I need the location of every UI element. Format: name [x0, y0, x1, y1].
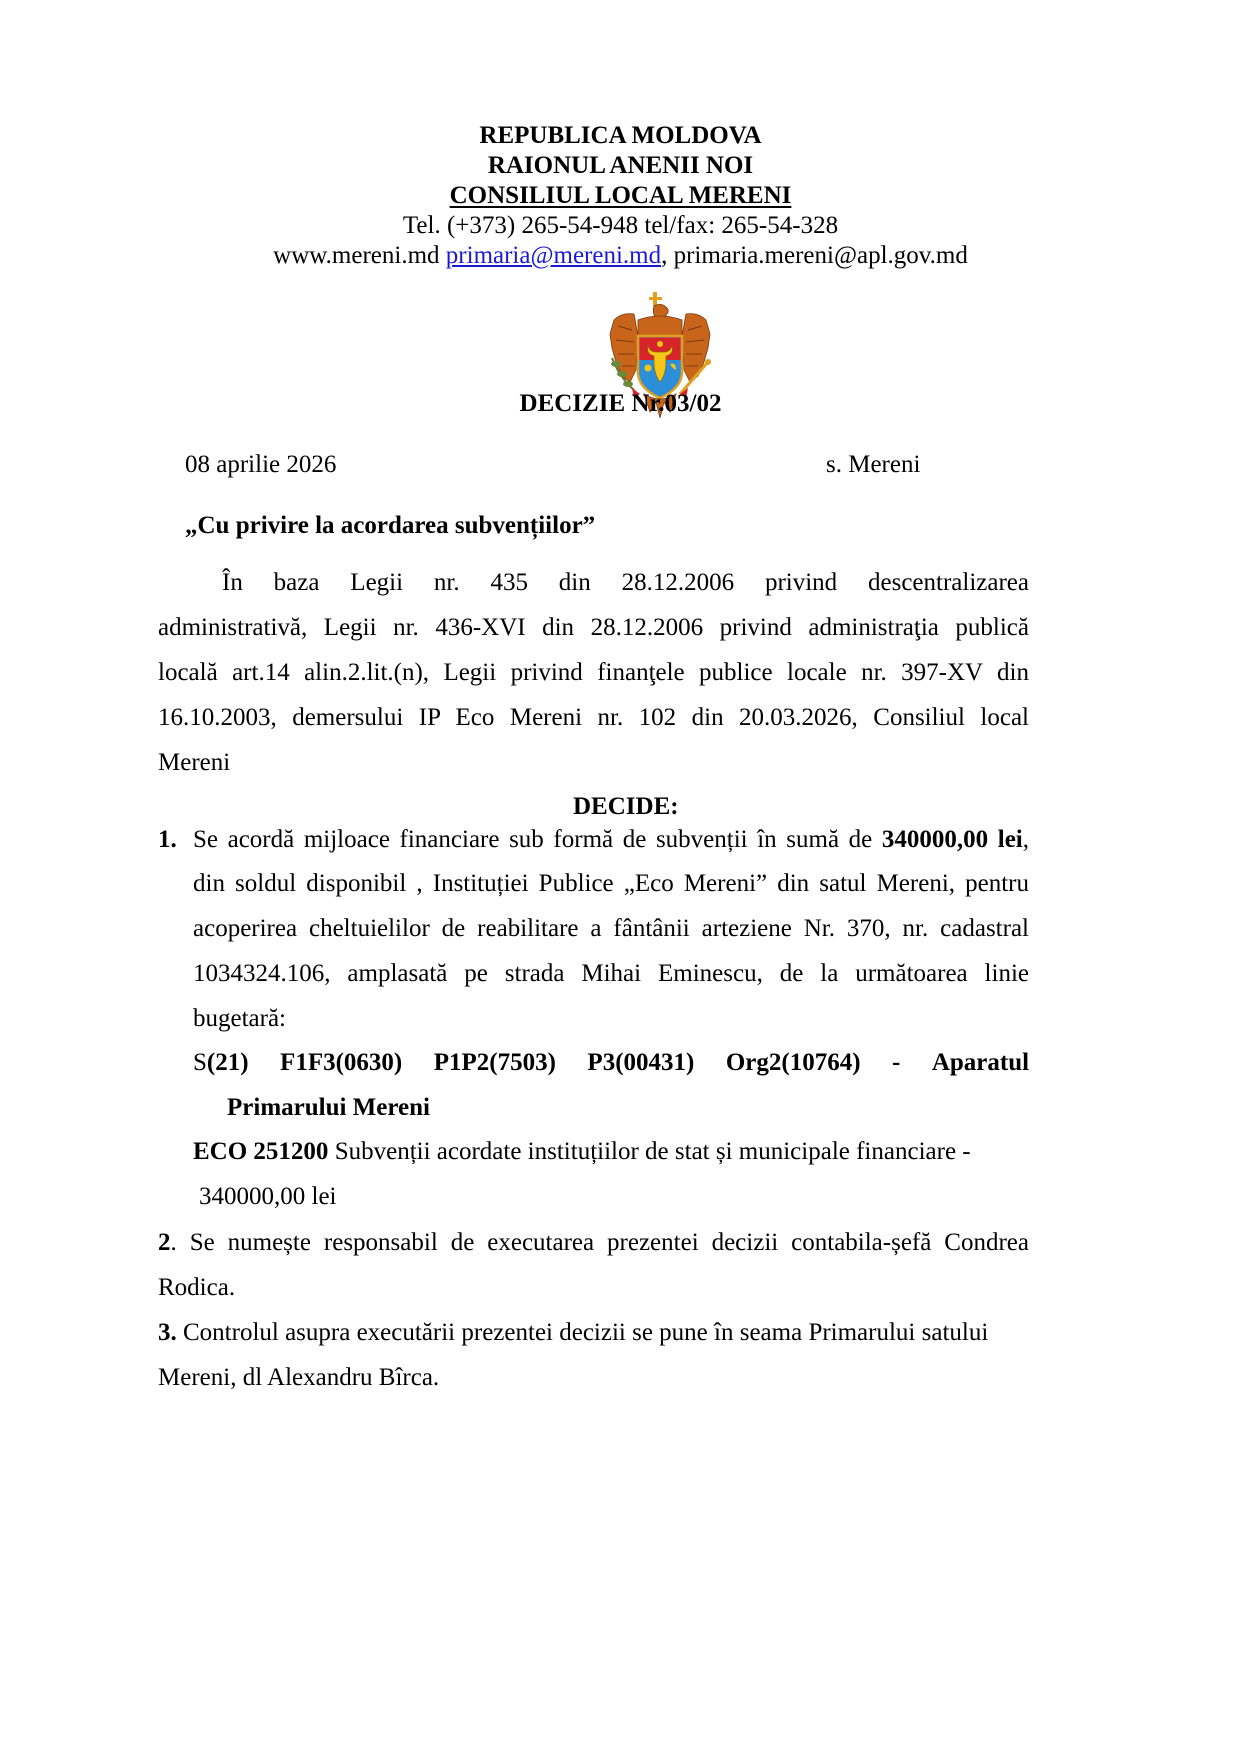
- decision-subject: „Cu privire la acordarea subvențiilor”: [185, 512, 596, 539]
- item-1-tail: ,: [1022, 826, 1029, 853]
- budget-prefix: S: [193, 1049, 207, 1076]
- item-2-number: 2: [158, 1229, 171, 1256]
- item-2-line-1: [158, 1228, 1029, 1258]
- email-separator: ,: [661, 242, 668, 269]
- decision-place: s. Mereni: [826, 451, 921, 478]
- budget-code-org2: Org2(10764): [725, 1049, 861, 1076]
- item-1-text: Se acordă mijloace financiare sub formă de subvenții în sumă de: [193, 826, 882, 853]
- budget-continuation: Primarului Mereni: [227, 1094, 430, 1121]
- header-country: REPUBLICA MOLDOVA: [479, 122, 762, 149]
- preamble-last-line: Mereni: [158, 749, 231, 776]
- item-2-text: . Se numește responsabil de executarea prezentei decizii contabila-șefă Condrea: [170, 1229, 1029, 1256]
- budget-dash: -: [892, 1049, 901, 1076]
- decision-title: DECIZIE Nr.03/02: [519, 390, 722, 417]
- budget-line: [193, 1048, 1029, 1078]
- decision-date: 08 aprilie 2026: [185, 451, 337, 478]
- item-1-line-4: 1034324.106, amplasată pe strada Mihai Eminescu, de la următoarea linie: [193, 960, 1029, 987]
- budget-org-name: Aparatul: [931, 1049, 1030, 1076]
- eco-line: [193, 1137, 971, 1167]
- preamble-line-2: administrativă, Legii nr. 436-XVI din 28.12.2006 privind administraţia publică: [158, 614, 1029, 641]
- item-3-line-1: [158, 1318, 988, 1348]
- header-council-text: CONSILIUL LOCAL MERENI: [449, 182, 792, 209]
- header-district: RAIONUL ANENII NOI: [487, 152, 754, 179]
- preamble-line-3: locală art.14 alin.2.lit.(n), Legii privind finanţele publice locale nr. 397-XV din: [158, 659, 1029, 686]
- header-phone: Tel. (+373) 265-54-948 tel/fax: 265-54-328: [402, 212, 839, 239]
- header-council: [0, 181, 1241, 211]
- item-1-line-1: [193, 825, 1029, 855]
- item-1-amount: 340000,00 lei: [881, 826, 1023, 853]
- email-secondary: primaria.mereni@apl.gov.md: [673, 242, 968, 269]
- item-2-line-2: Rodica.: [158, 1274, 236, 1301]
- item-1-last-line: bugetară:: [193, 1005, 287, 1032]
- item-1-line-2: din soldul disponibil , Instituției Publice „Eco Mereni” din satul Mereni, pentru: [193, 870, 1029, 897]
- eco-code: ECO 251200: [193, 1138, 329, 1165]
- eco-amount: 340000,00 lei: [199, 1183, 337, 1210]
- item-3-text: Controlul asupra executării prezentei decizii se pune în seama Primarului satului: [176, 1319, 989, 1346]
- email-link[interactable]: primaria@mereni.md: [445, 242, 662, 269]
- budget-code-f1f3: F1F3(0630): [280, 1049, 403, 1076]
- preamble-line-4: 16.10.2003, demersului IP Eco Mereni nr. 102 din 20.03.2026, Consiliul local: [158, 704, 1029, 731]
- header-contacts: [0, 241, 1241, 271]
- website-text: www.mereni.md: [273, 242, 440, 269]
- budget-code-s: (21): [206, 1049, 249, 1076]
- decide-heading: DECIDE:: [573, 793, 679, 820]
- item-3-number: 3.: [158, 1319, 177, 1346]
- eco-description: Subvenții acordate instituțiilor de stat și municipale financiare -: [328, 1138, 971, 1165]
- preamble-line-1: În baza Legii nr. 435 din 28.12.2006 privind descentralizarea: [222, 569, 1029, 596]
- budget-code-p3: P3(00431): [587, 1049, 695, 1076]
- item-1-line-3: acoperirea cheltuielilor de reabilitare a fântânii arteziene Nr. 370, nr. cadastral: [193, 915, 1029, 942]
- item-1-number: 1.: [158, 826, 177, 853]
- item-3-line-2: Mereni, dl Alexandru Bîrca.: [158, 1364, 440, 1391]
- budget-code-p1p2: P1P2(7503): [433, 1049, 556, 1076]
